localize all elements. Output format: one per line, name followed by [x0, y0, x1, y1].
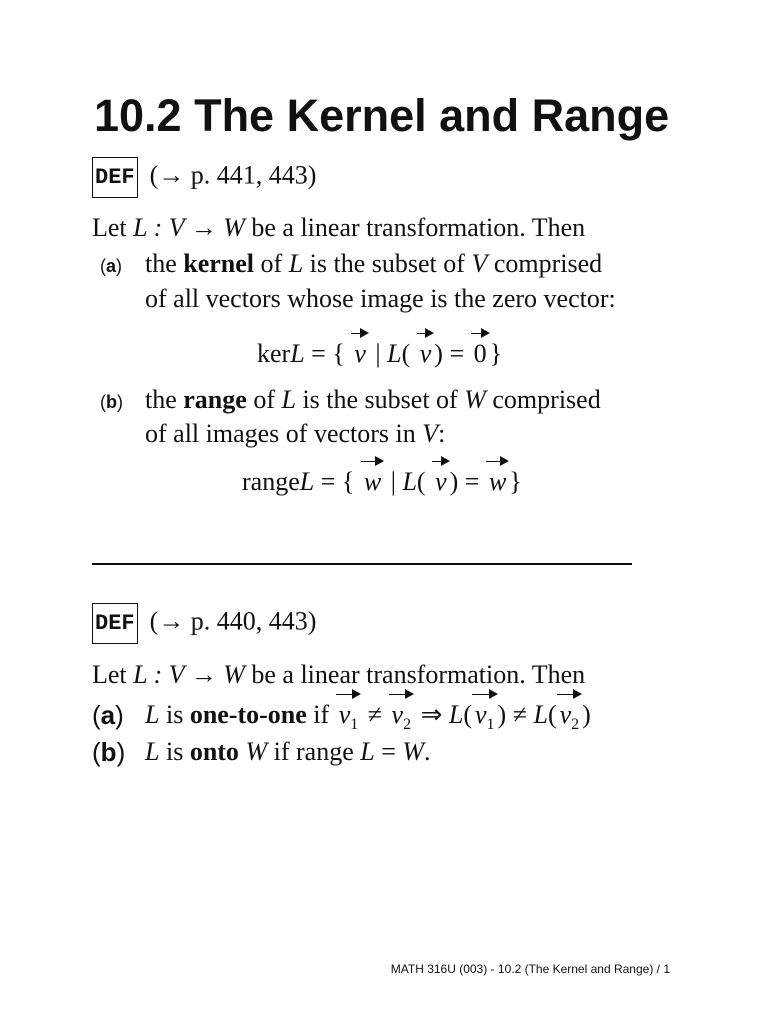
vector-v: v	[432, 465, 450, 499]
page-reference: (→ p. 440, 443)	[149, 606, 317, 636]
def-header-1	[92, 157, 316, 198]
vector-v1: $v_1$	[472, 698, 498, 742]
item-label: (a)	[100, 256, 123, 276]
def1-intro: Let L : V → W be a linear transformation. Then	[92, 213, 586, 242]
item-label: (b)	[92, 737, 126, 767]
def1-a-line1: the kernel of L is the subset of V comprised	[145, 249, 603, 278]
page-reference: (→ p. 441, 443)	[149, 160, 317, 190]
zero-vector: 0	[471, 337, 490, 371]
vector-v2: $v_2$	[557, 698, 583, 742]
def1-item-b	[100, 383, 123, 419]
term-onto: onto	[189, 737, 239, 766]
range-equation: rangeL = { w | L( v ) = w }	[242, 465, 522, 499]
def-box: DEF	[92, 603, 138, 644]
kernel-equation: kerL = { v | L( v ) = 0 }	[257, 337, 502, 371]
def2-item-a	[92, 698, 124, 733]
term-one-to-one: one-to-one	[189, 700, 307, 729]
page-footer: MATH 316U (003) - 10.2 (The Kernel and Range) / 1	[390, 962, 670, 976]
def2-intro: Let L : V → W be a linear transformation. Then	[92, 660, 586, 689]
def-box: DEF	[92, 157, 138, 198]
vector-v2: $v_2$	[389, 698, 415, 742]
def1-b-line1: the range of L is the subset of W comprised	[145, 385, 601, 414]
page-title: 10.2 The Kernel and Range	[94, 90, 670, 141]
vector-v1: $v_1$	[336, 698, 362, 742]
def1-item-a	[100, 247, 122, 283]
section-divider	[92, 563, 632, 565]
def1-a-line2: of all vectors whose image is the zero vector:	[145, 284, 616, 313]
def2-b-line: L is onto W if range L = W.	[145, 737, 431, 766]
vector-v: v	[417, 337, 435, 371]
mapping: L : V → W	[133, 660, 245, 689]
term-kernel: kernel	[183, 249, 255, 278]
vector-w: w	[486, 465, 509, 499]
term-range: range	[183, 385, 247, 414]
vector-w: w	[361, 465, 384, 499]
vector-v: v	[351, 337, 369, 371]
item-label: (a)	[92, 700, 124, 730]
item-label: (b)	[100, 392, 123, 412]
mapping: L : V → W	[133, 213, 245, 242]
def2-item-b	[92, 735, 125, 770]
def2-a-line: L is one-to-one if $v_1 \ne v_2$ ⇒ L( $v_1$ ) ≠ L( $v_2$ )	[145, 698, 591, 742]
def-header-2	[92, 603, 316, 644]
def1-b-line2: of all images of vectors in V:	[145, 419, 446, 448]
